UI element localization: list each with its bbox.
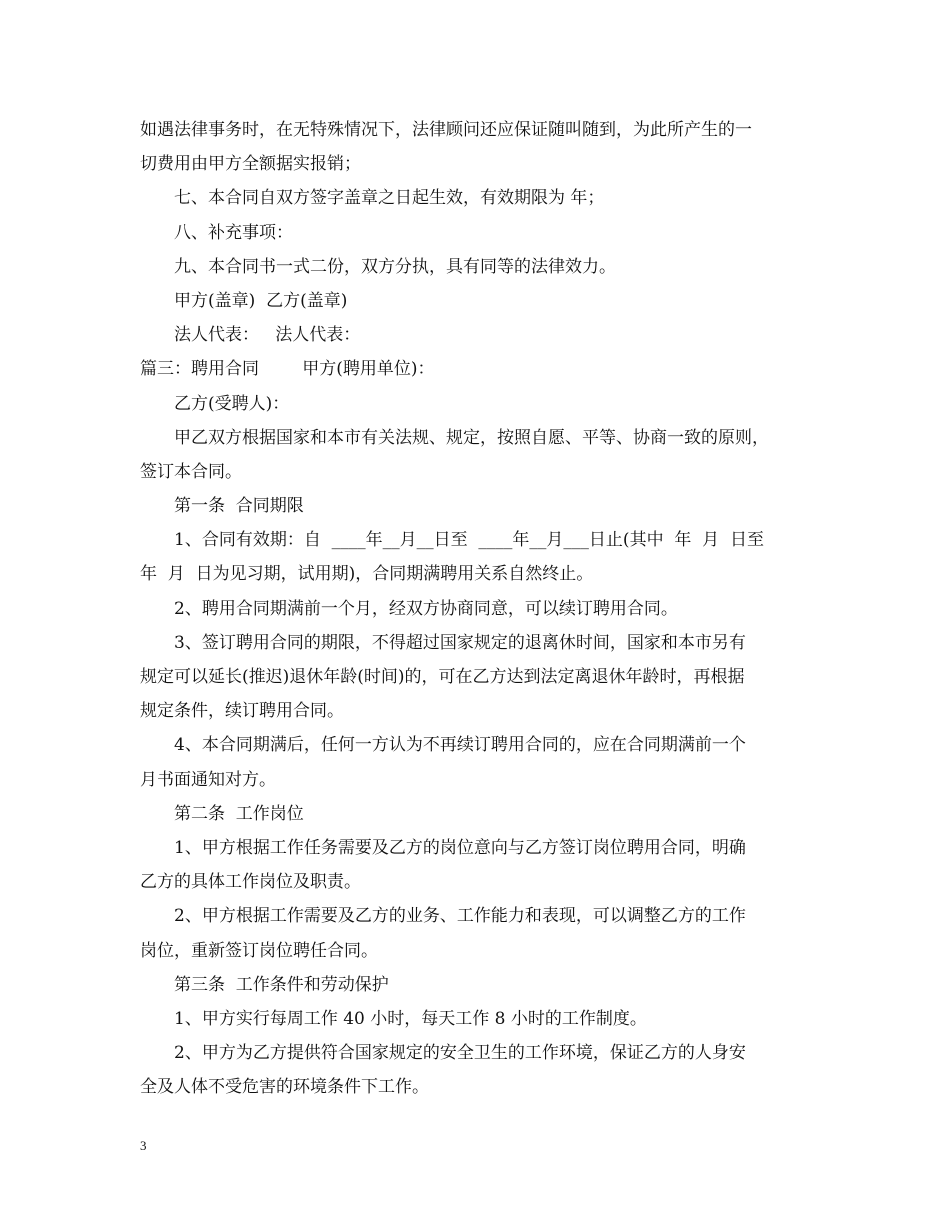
text-line: 岗位，重新签订岗位聘任合同。 — [140, 940, 378, 961]
text-line: 乙方的具体工作岗位及职责。 — [140, 872, 361, 893]
text-line: 全及人体不受危害的环境条件下工作。 — [140, 1077, 429, 1098]
text-line: 2、聘用合同期满前一个月，经双方协商同意，可以续订聘用合同。 — [174, 598, 678, 619]
text-line: 3、签订聘用合同的期限，不得超过国家规定的退离休时间，国家和本市另有 — [174, 632, 746, 653]
text-line: 月书面通知对方。 — [140, 769, 276, 790]
text-line: 1、甲方实行每周工作 40 小时，每天工作 8 小时的工作制度。 — [174, 1008, 647, 1029]
text-line: 法人代表： 法人代表： — [174, 325, 361, 346]
document-body — [140, 113, 812, 1104]
text-line: 甲乙双方根据国家和本市有关法规、规定，按照自愿、平等、协商一致的原则， — [174, 427, 769, 448]
text-line: 1、合同有效期：自 ____年__月__日至 ____年__月___日止(其中 年 月 日至 — [174, 530, 764, 551]
text-line: 九、本合同书一式二份，双方分执，具有同等的法律效力。 — [174, 256, 616, 277]
article-heading: 第一条 合同期限 — [174, 496, 304, 517]
text-line: 切费用由甲方全额据实报销； — [140, 154, 361, 175]
text-line: 签订本合同。 — [140, 461, 242, 482]
section-heading: 篇三：聘用合同 甲方(聘用单位)： — [140, 359, 435, 380]
text-line: 八、补充事项： — [174, 222, 293, 243]
text-line: 规定可以延长(推迟)退休年龄(时间)的，可在乙方达到法定离退休年龄时，再根据 — [140, 667, 745, 687]
text-line: 甲方(盖章) 乙方(盖章) — [174, 290, 348, 311]
text-line: 1、甲方根据工作任务需要及乙方的岗位意向与乙方签订岗位聘用合同，明确 — [174, 837, 746, 858]
article-heading: 第三条 工作条件和劳动保护 — [174, 974, 389, 995]
text-line: 年 月 日为见习期，试用期)，合同期满聘用关系自然终止。 — [140, 564, 594, 585]
text-line: 2、甲方根据工作需要及乙方的业务、工作能力和表现，可以调整乙方的工作 — [174, 906, 746, 927]
page-number: 3 — [140, 1138, 147, 1153]
text-line: 如遇法律事务时，在无特殊情况下，法律顾问还应保证随叫随到，为此所产生的一 — [140, 120, 752, 140]
text-line: 乙方(受聘人)： — [174, 393, 290, 414]
text-line: 2、甲方为乙方提供符合国家规定的安全卫生的工作环境，保证乙方的人身安 — [174, 1043, 746, 1064]
article-heading: 第二条 工作岗位 — [174, 803, 304, 824]
text-line: 规定条件，续订聘用合同。 — [140, 701, 344, 722]
text-line: 4、本合同期满后，任何一方认为不再续订聘用合同的，应在合同期满前一个 — [174, 735, 746, 756]
text-line: 七、本合同自双方签字盖章之日起生效，有效期限为 年； — [174, 188, 605, 209]
